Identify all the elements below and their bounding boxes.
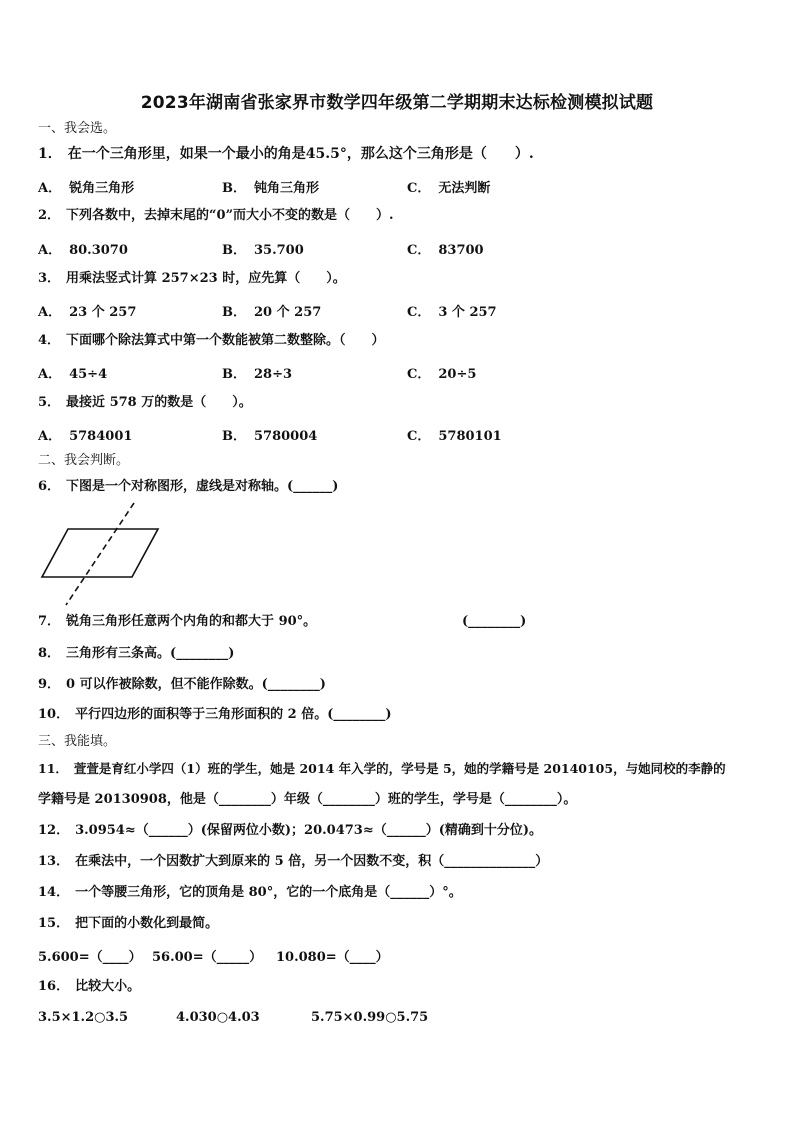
question-12	[38, 822, 542, 840]
option-3b: B． 20 个 257	[222, 305, 322, 320]
question-text: 比较大小。	[75, 979, 141, 994]
question-2	[38, 207, 394, 225]
option-4c: C． 20÷5	[407, 367, 477, 382]
question-number: 9．	[38, 677, 61, 692]
question-text: 在一个三角形里，如果一个最小的角是45.5°，那么这个三角形是（ ）.	[67, 146, 534, 162]
question-number: 12．	[38, 823, 70, 838]
question-number: 15．	[38, 916, 70, 931]
option-4a: A． 45÷4	[38, 367, 108, 382]
question-11	[38, 760, 726, 778]
question-16	[38, 978, 140, 996]
option-2a: A． 80.3070	[38, 243, 128, 258]
question-number: 16．	[38, 979, 70, 994]
question-9	[38, 676, 326, 694]
question-text: 在乘法中，一个因数扩大到原来的 5 倍，另一个因数不变，积（______________）	[75, 854, 549, 869]
question-text: 萱萱是育红小学四（1）班的学生，她是 2014 年入学的，学号是 5，她的学籍号是 20140105，与她同校的李静的	[73, 761, 726, 776]
option-3c: C． 3 个 257	[407, 305, 497, 320]
expression-16-1: 3.5×1.2○3.5	[38, 1010, 129, 1025]
question-number: 6．	[38, 479, 61, 494]
option-1c: C． 无法判断	[407, 181, 491, 196]
question-3	[38, 270, 346, 288]
expression-15-1: 5.600=（____）	[38, 950, 142, 965]
question-15	[38, 915, 218, 933]
expression-16-2: 4.030○4.03	[176, 1010, 260, 1025]
symmetry-axis-dashed	[66, 503, 134, 605]
page-title: 2023年湖南省张家界市数学四年级第二学期期末达标检测模拟试题	[140, 93, 654, 113]
question-number: 1．	[38, 146, 62, 162]
question-number: 8．	[38, 646, 61, 661]
question-text: 0 可以作被除数，但不能作除数。(________)	[66, 677, 326, 692]
question-number: 3．	[38, 271, 61, 286]
section-heading-1: 一、我会选。	[38, 121, 117, 136]
option-5c: C． 5780101	[407, 429, 502, 444]
question-14	[38, 884, 462, 902]
question-text: 三角形有三条高。(________)	[66, 646, 235, 661]
option-5a: A． 5784001	[38, 429, 133, 444]
option-5b: B． 5780004	[222, 429, 318, 444]
section-heading-2: 二、我会判断。	[38, 453, 130, 468]
question-text: 把下面的小数化到最简。	[75, 916, 219, 931]
option-1a: A． 锐角三角形	[38, 181, 135, 196]
question-number: 13．	[38, 854, 70, 869]
question-8	[38, 645, 234, 663]
question-1	[38, 145, 534, 163]
question-7	[38, 613, 316, 631]
question-text: 一个等腰三角形，它的顶角是 80°，它的一个底角是（______）°。	[75, 885, 462, 900]
question-number: 2．	[38, 208, 61, 223]
question-text: 最接近 578 万的数是（ ）。	[66, 395, 252, 410]
question-number: 14．	[38, 885, 70, 900]
question-text: 下图是一个对称图形，虚线是对称轴。(______)	[66, 479, 339, 494]
expression-15-3: 10.080=（____）	[276, 950, 389, 965]
question-5	[38, 394, 252, 412]
question-number: 7．	[38, 614, 61, 629]
option-2b: B． 35.700	[222, 243, 304, 258]
option-2c: C． 83700	[407, 243, 484, 258]
answer-blank-7[interactable]: (________)	[462, 614, 527, 629]
question-number: 4．	[38, 333, 61, 348]
question-11-continued: 学籍号是 20130908，他是（________）年级（________）班的学生，学号是（________）。	[38, 792, 577, 807]
question-text: 3.0954≈（______）(保留两位小数)；20.0473≈（______）(精确到十分位)。	[75, 823, 543, 838]
question-text: 用乘法竖式计算 257×23 时，应先算（ ）。	[66, 271, 346, 286]
option-1b: B． 钝角三角形	[222, 181, 320, 196]
question-text: 平行四边形的面积等于三角形面积的 2 倍。(________)	[75, 707, 392, 722]
question-10	[38, 706, 392, 724]
question-6	[38, 478, 338, 496]
parallelogram-figure	[36, 500, 166, 610]
question-number: 10．	[38, 707, 70, 722]
expression-16-3: 5.75×0.99○5.75	[311, 1010, 429, 1025]
option-4b: B． 28÷3	[222, 367, 293, 382]
question-text: 下面哪个除法算式中第一个数能被第二数整除。（ ）	[66, 333, 385, 348]
section-heading-3: 三、我能填。	[38, 734, 117, 749]
option-3a: A． 23 个 257	[38, 305, 137, 320]
expression-15-2: 56.00=（_____）	[152, 950, 263, 965]
question-13	[38, 853, 548, 871]
question-number: 11．	[38, 761, 68, 776]
question-4	[38, 332, 385, 350]
question-text: 锐角三角形任意两个内角的和都大于 90°。	[66, 614, 317, 629]
question-number: 5．	[38, 395, 61, 410]
question-text: 下列各数中，去掉末尾的“0”而大小不变的数是（ ）.	[66, 208, 394, 223]
